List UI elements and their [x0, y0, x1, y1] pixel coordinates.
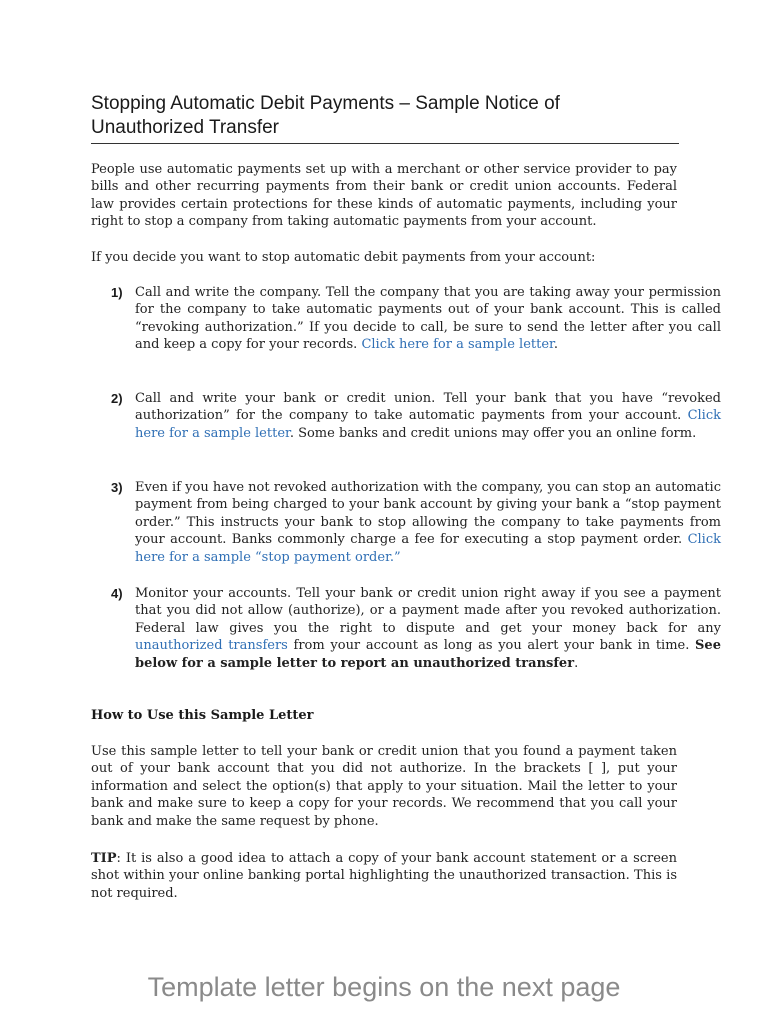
list-item — [91, 284, 721, 354]
list-item — [91, 479, 721, 566]
list-item — [91, 390, 721, 442]
step-number: 3) — [111, 480, 123, 495]
step-number: 2) — [111, 391, 123, 406]
intro-paragraph: People use automatic payments set up with a merchant or other service provider to pay bills and other recurring payments from their bank or credit union accounts. Federal law provides certain protections for these kinds of automatic payments, including your right to stop a company from taking automatic payments from your account. — [91, 162, 677, 230]
lead-in-paragraph: If you decide you want to stop automatic debit payments from your account: — [91, 250, 596, 265]
unauthorized-transfers-link[interactable]: unauthorized transfers — [135, 638, 288, 654]
tip-label: TIP — [91, 851, 117, 866]
title-line-2: Unauthorized Transfer — [91, 117, 279, 138]
step-number: 4) — [111, 586, 123, 601]
step-body: Call and write the company. Tell the company that you are taking away your permission for the company to take automatic payments out of your bank account. This is called “revoking authorization.” If you decide to call, be sure to send the letter after you call and keep a copy for your records. — [135, 285, 721, 353]
step-text — [135, 390, 721, 442]
step-number: 1) — [111, 285, 123, 300]
step-after: . Some banks and credit unions may offer you an online form. — [289, 425, 697, 441]
step-text — [135, 284, 721, 354]
step-after: from your account as long as you alert your bank in time. — [287, 638, 696, 654]
tip-text: : It is also a good idea to attach a copy of your bank account statement or a screen shot within your online banking portal highlighting the unauthorized transaction. This is not required. — [91, 851, 677, 901]
step-body: Call and write your bank or credit union. Tell your bank that you have “revoked authorization” for the company to take automatic payments from your account. — [135, 391, 721, 424]
tip-paragraph — [91, 850, 677, 902]
how-to-paragraph: Use this sample letter to tell your bank or credit union that you found a payment taken out of your bank account that you did not authorize. In the brackets [ ], put your information and select the option(s) that apply to your situation. Mail the letter to your bank and make sure to keep a copy for your records. We recommend that you call your bank and make the same request by phone. — [91, 744, 677, 829]
step-body: Even if you have not revoked authorization with the company, you can stop an automatic payment from being charged to your bank account by giving your bank a “stop payment order.” This instructs your bank to stop allowing the company to take payments from your account. Banks commonly charge a fee for executing a stop payment order. — [135, 480, 721, 548]
step-bold-after: . — [574, 655, 579, 671]
step-bold-note: See below for a sample letter to report an unauthorized transfer — [135, 638, 721, 671]
next-page-notice: Template letter begins on the next page — [147, 972, 621, 1002]
how-to-heading: How to Use this Sample Letter — [91, 708, 314, 723]
step-body: Monitor your accounts. Tell your bank or credit union right away if you see a payment that you did not allow (authorize), or a payment made after you revoked authorization. Federal law gives you the right to dispute and get your money back for any — [135, 586, 721, 636]
list-item — [91, 585, 721, 672]
sample-letter-link-2[interactable]: Click here for a sample letter — [135, 408, 721, 441]
stop-payment-order-link[interactable]: Click here for a sample “stop payment order.” — [135, 532, 721, 565]
step-text — [135, 479, 721, 566]
sample-letter-link-1[interactable]: Click here for a sample letter — [361, 337, 554, 353]
page-title — [91, 92, 679, 144]
step-after: . — [553, 337, 558, 353]
title-line-1: Stopping Automatic Debit Payments – Sample Notice of — [91, 93, 560, 114]
step-text — [135, 585, 721, 672]
